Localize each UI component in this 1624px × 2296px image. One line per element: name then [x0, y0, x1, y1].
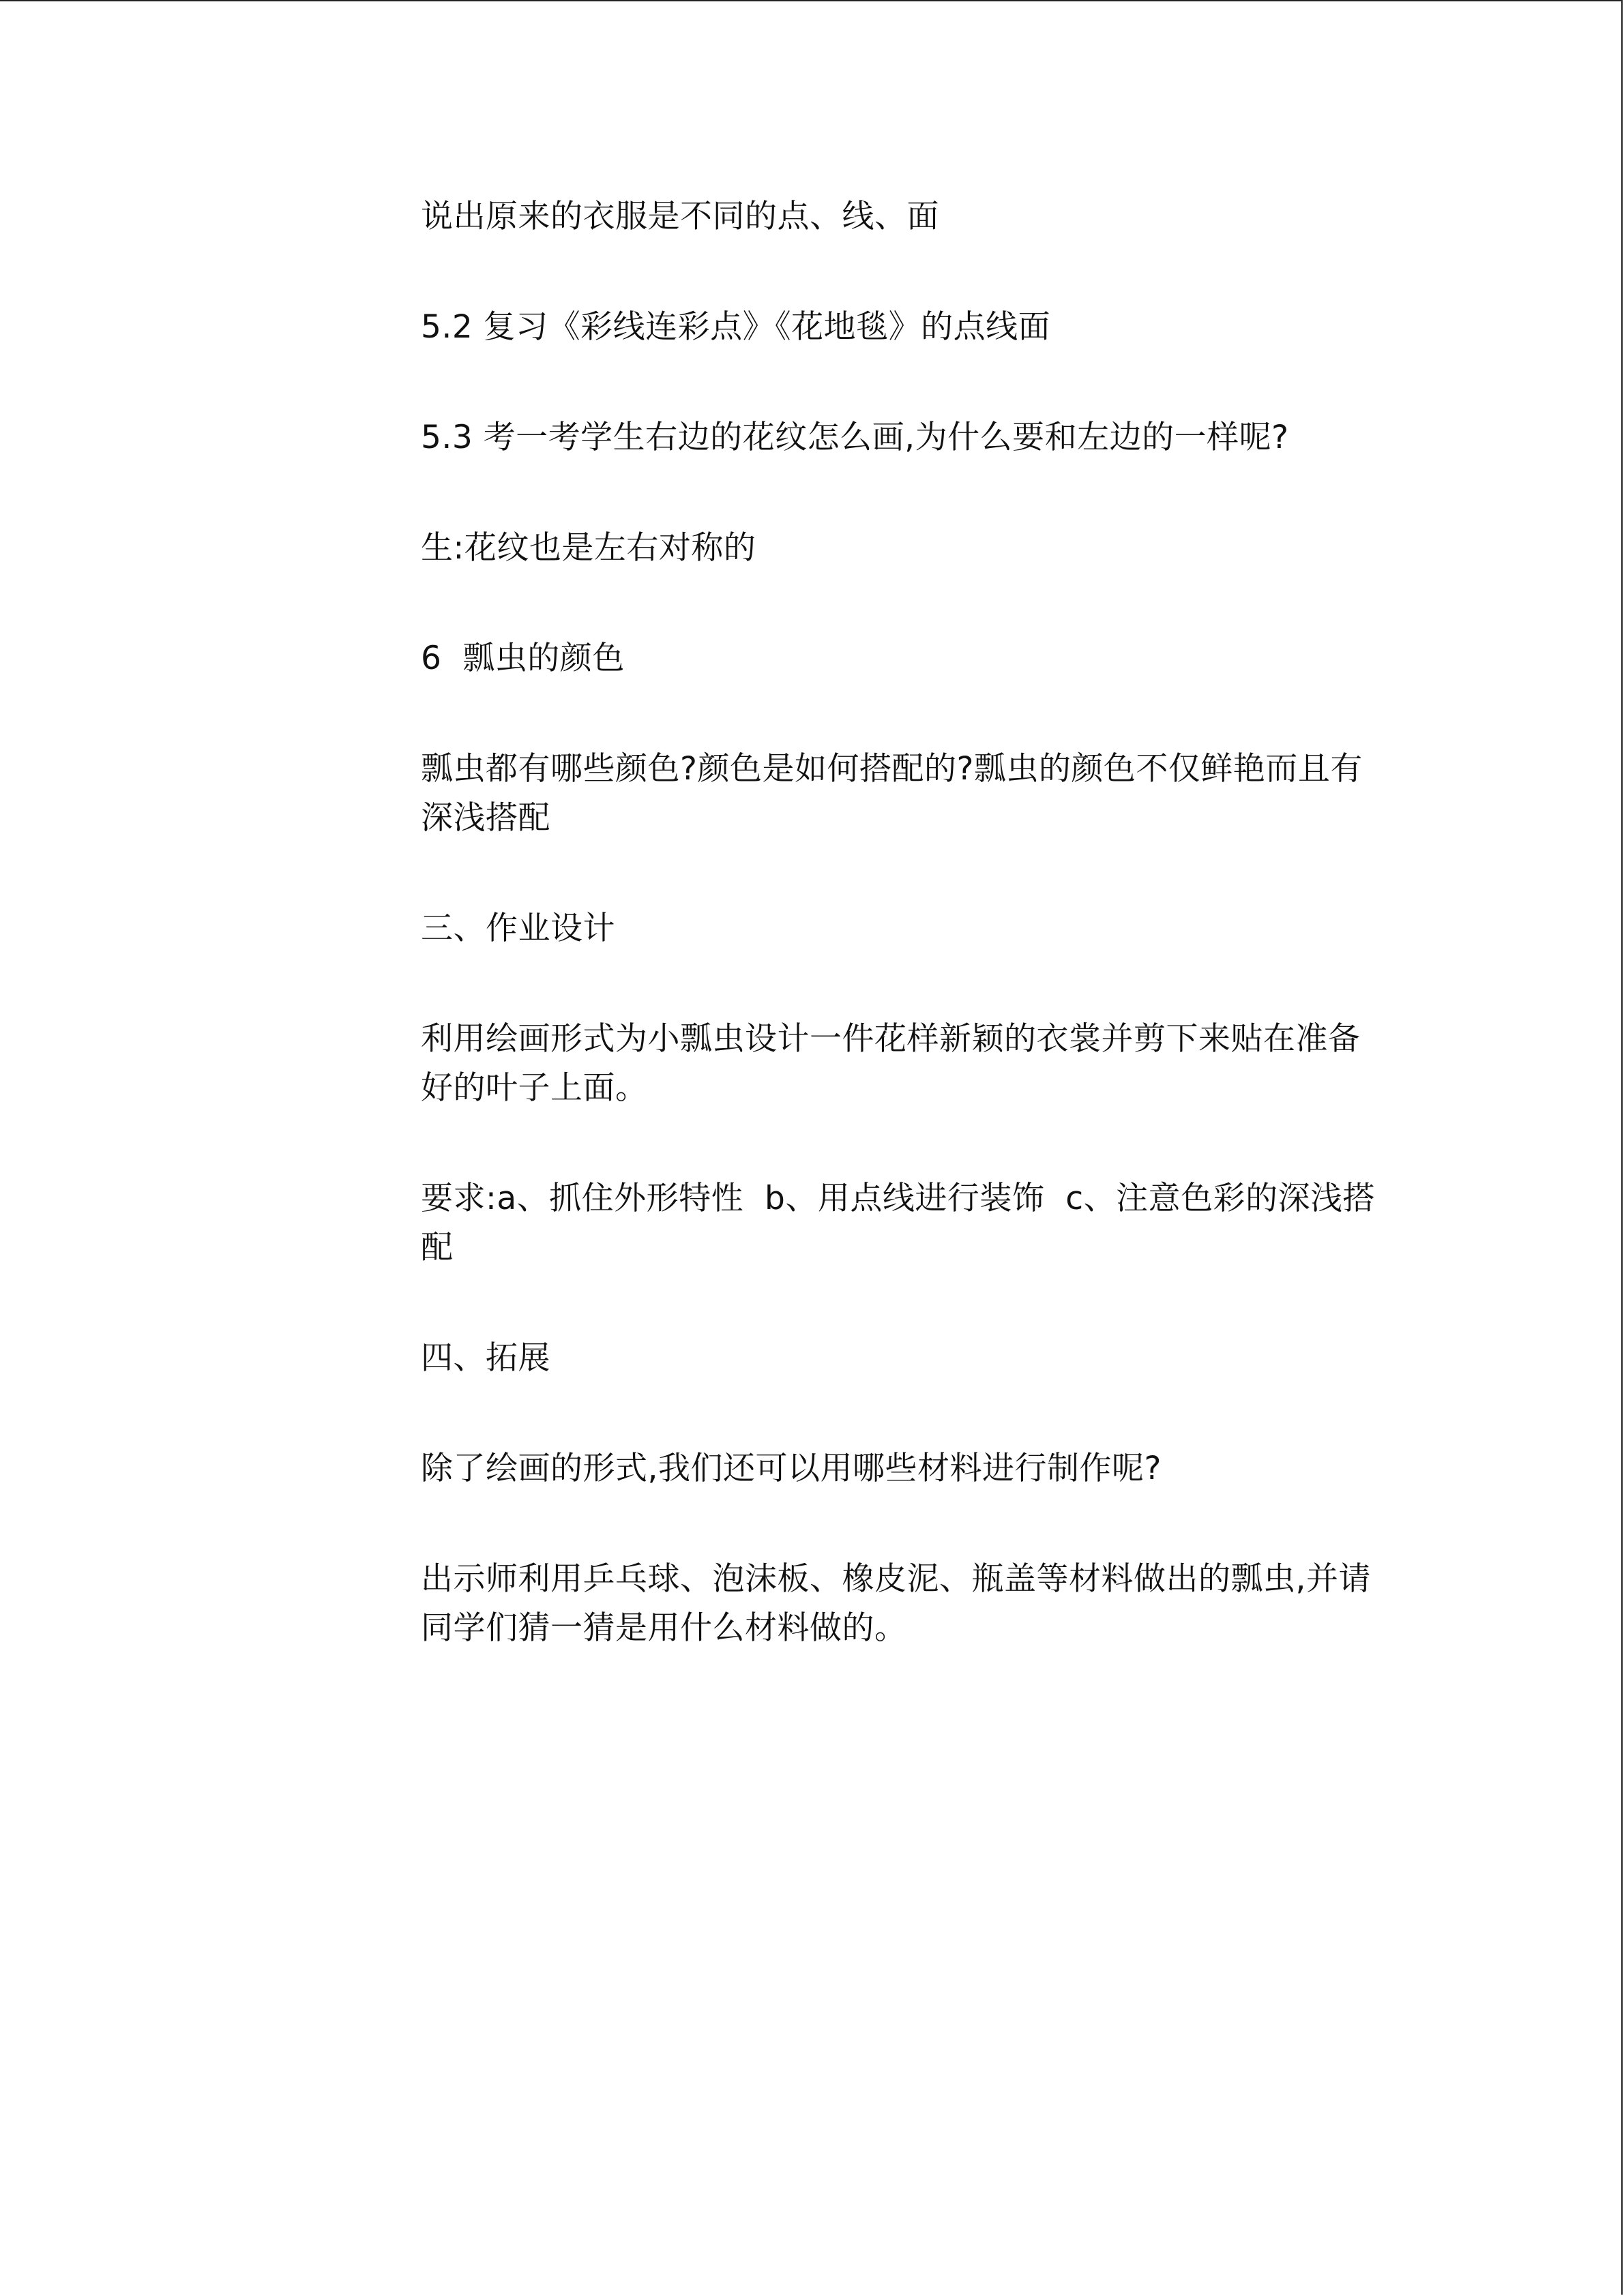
paragraph-colors-question: 瓢虫都有哪些颜色?颜色是如何搭配的?瓢虫的颜色不仅鲜艳而且有 深浅搭配 — [421, 750, 1363, 837]
paragraph-requirements: 要求:a、抓住外形特性 b、用点线进行装饰 c、注意色彩的深浅搭 配 — [421, 1180, 1376, 1266]
heading-ladybug-colors: 6 瓢虫的颜色 — [421, 640, 625, 677]
paragraph-materials-demo: 出示师利用乒乓球、泡沫板、橡皮泥、瓶盖等材料做出的瓢虫,并请 同学们猜一猜是用什么材料做的。 — [421, 1560, 1371, 1647]
paragraph-intro-clothes: 说出原来的衣服是不同的点、线、面 — [421, 198, 939, 235]
paragraph-homework-task: 利用绘画形式为小瓢虫设计一件花样新颖的衣裳并剪下来贴在准备 好的叶子上面。 — [421, 1020, 1361, 1107]
document-body — [421, 192, 1389, 1653]
paragraph-materials-question: 除了绘画的形式,我们还可以用哪些材料进行制作呢? — [421, 1450, 1162, 1487]
paragraph-student-answer: 生:花纹也是左右对称的 — [421, 529, 756, 567]
heading-homework-design: 三、作业设计 — [421, 910, 615, 947]
heading-extension: 四、拓展 — [421, 1339, 550, 1377]
paragraph-5-2-review: 5.2 复习《彩线连彩点》《花地毯》的点线面 — [421, 308, 1051, 346]
paragraph-5-3-question: 5.3 考一考学生右边的花纹怎么画,为什么要和左边的一样呢? — [421, 419, 1289, 456]
